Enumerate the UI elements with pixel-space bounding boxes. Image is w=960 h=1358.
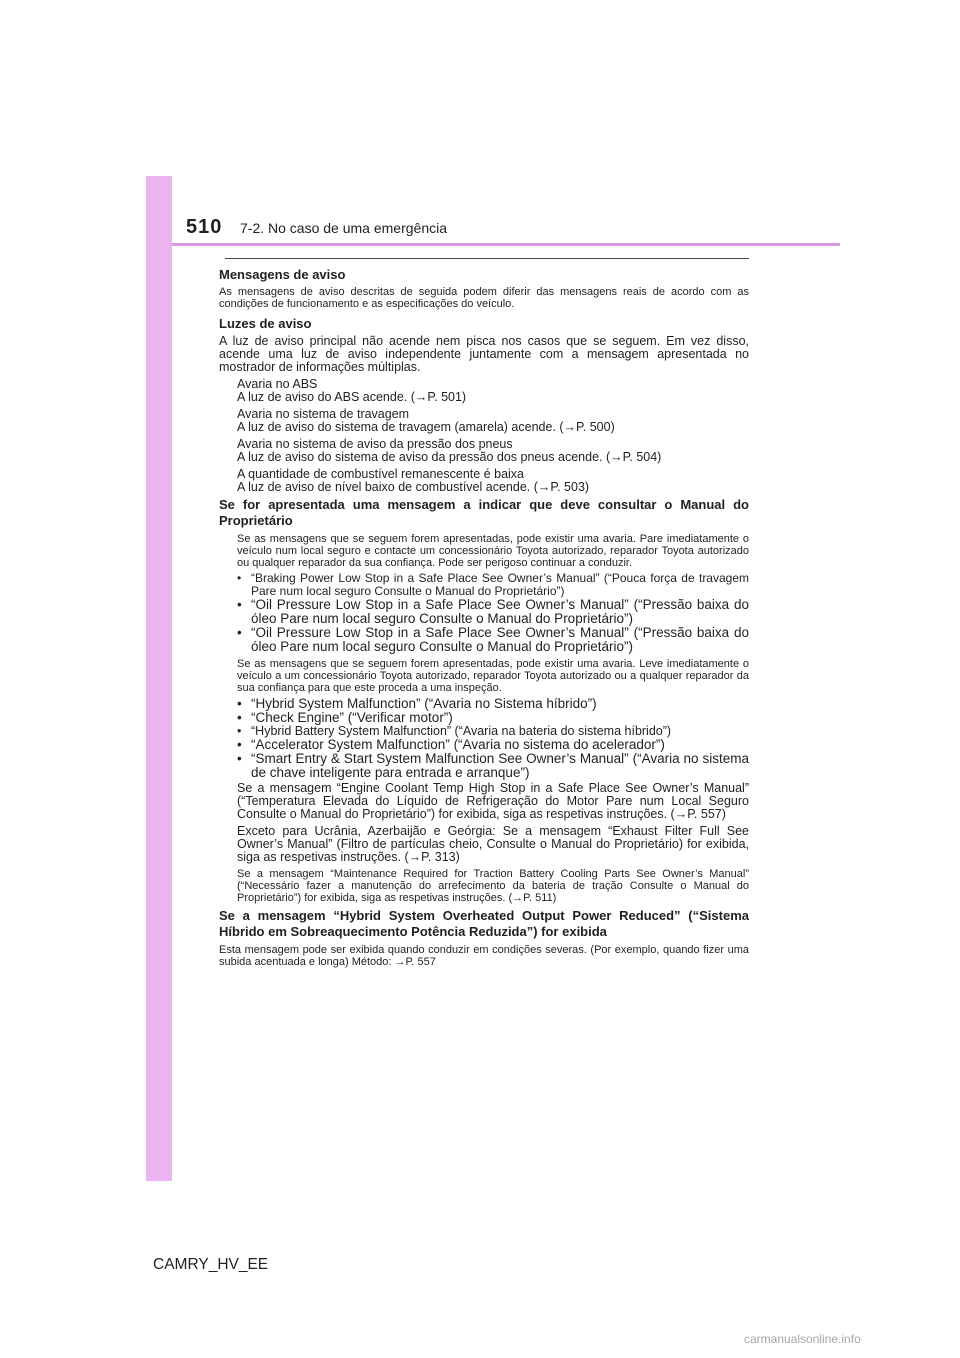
section-title-warning-lights: Luzes de aviso [219, 316, 312, 331]
item-description: A luz de aviso de nível baixo de combustível acende. (→P. 503) [237, 480, 590, 494]
header-divider [172, 243, 840, 246]
document-code: CAMRY_HV_EE [153, 1256, 269, 1273]
section-header-title: 7-2. No caso de uma emergência [240, 220, 447, 236]
list-item: • “Accelerator System Malfunction” (“Avaria no sistema do acelerador”) [237, 738, 749, 752]
item-title: Avaria no sistema de aviso da pressão dos pneus [237, 437, 513, 451]
hybrid-overheated-text: Esta mensagem pode ser exibida quando conduzir em condições severas. (Por exemplo, quando fizer uma subida acentuada e longa) Método: →P. 557 [219, 944, 749, 968]
list-item: • “Hybrid Battery System Malfunction” (“Avaria na bateria do sistema híbrido”) [237, 725, 749, 738]
warning-lights-text: A luz de aviso principal não acende nem pisca nos casos que se seguem. Em vez disso, acende uma luz de aviso independente juntamente com a mensagem apresentada no mostrador de informações múltiplas. [219, 334, 749, 374]
list-item: • “Hybrid System Malfunction” (“Avaria no Sistema híbrido”) [237, 697, 749, 711]
page-content [219, 258, 749, 968]
watermark-text: carmanualsonline.info [744, 1332, 861, 1346]
section-title-hybrid-overheated: Se a mensagem “Hybrid System Overheated Output Power Reduced” (“Sistema Híbrido em Sobreaquecimento Potência Reduzida”) for exibida [219, 908, 749, 939]
critical-message-list [237, 572, 749, 654]
list-item: • “Oil Pressure Low Stop in a Safe Place See Owner’s Manual” (“Pressão baixa do óleo Pare num local seguro Consulte o Manual do Proprietário”) [237, 626, 749, 654]
warning-messages-text: As mensagens de aviso descritas de seguida podem diferir das mensagens reais de acordo com as condições de funcionamento e as especificações do veículo. [219, 286, 749, 310]
item-title: Avaria no sistema de travagem [237, 407, 410, 421]
owners-manual-intro-inspect: Se as mensagens que se seguem forem apresentadas, pode existir uma avaria. Leve imediatamente o veículo a um concessionário Toyota autorizado, reparador Toyota autorizado ou a qualquer reparador da sua confiança para que este proceda a uma inspeção. [237, 658, 749, 694]
section-top-rule [225, 258, 749, 259]
item-description: A luz de aviso do sistema de travagem (amarela) acende. (→P. 500) [237, 420, 615, 434]
warning-light-item [237, 438, 749, 464]
exhaust-filter-message-text: Exceto para Ucrânia, Azerbaijão e Geórgia: Se a mensagem “Exhaust Filter Full See Owner’s Manual” (Filtro de partículas cheio, Consulte o Manual do Proprietário) for exibida, siga as respetivas instruções. (→P. 313) [237, 824, 749, 864]
chapter-sidebar-tab [146, 176, 172, 1181]
section-title-warning-messages: Mensagens de aviso [219, 267, 346, 282]
list-item: • “Smart Entry & Start System Malfunction See Owner’s Manual” (“Avaria no sistema de chave inteligente para entrada e arranque”) [237, 752, 749, 780]
warning-light-item [237, 408, 749, 434]
coolant-message-text: Se a mensagem “Engine Coolant Temp High Stop in a Safe Place See Owner’s Manual” (“Temperatura Elevada do Líquido de Refrigeração do Motor Pare num Local Seguro Consulte o Manual do Proprietário”) for exibida, siga as respetivas instruções. (→P. 557) [237, 781, 749, 821]
warning-light-item [237, 378, 749, 404]
malfunction-message-list [237, 697, 749, 780]
item-title: A quantidade de combustível remanescente é baixa [237, 467, 524, 481]
page-number: 510 [186, 216, 223, 238]
maintenance-message-text: Se a mensagem “Maintenance Required for Traction Battery Cooling Parts See Owner’s Manual” (“Necessário fazer a manutenção do arrefecimento da bateria de tração Consulte o Manual do Proprietário”) for exibida, siga as respetivas instruções. (→P. 511) [237, 868, 749, 904]
list-item: • “Oil Pressure Low Stop in a Safe Place See Owner’s Manual” (“Pressão baixa do óleo Pare num local seguro Consulte o Manual do Proprietário”) [237, 598, 749, 626]
item-title: Avaria no ABS [237, 377, 318, 391]
section-title-owners-manual-message: Se for apresentada uma mensagem a indicar que deve consultar o Manual do Proprietário [219, 497, 749, 528]
list-item: • “Braking Power Low Stop in a Safe Place See Owner’s Manual” (“Pouca força de travagem Pare num local seguro Consulte o Manual do Proprietário”) [237, 572, 749, 598]
list-item: • “Check Engine” (“Verificar motor”) [237, 711, 749, 725]
item-description: A luz de aviso do sistema de aviso da pressão dos pneus acende. (→P. 504) [237, 450, 662, 464]
warning-light-item [237, 468, 749, 494]
owners-manual-intro-stop: Se as mensagens que se seguem forem apresentadas, pode existir uma avaria. Pare imediatamente o veículo num local seguro e contacte um concessionário Toyota autorizado, reparador Toyota autorizado ou qualquer reparador da sua confiança. Pode ser perigoso continuar a conduzir. [237, 533, 749, 569]
item-description: A luz de aviso do ABS acende. (→P. 501) [237, 390, 467, 404]
